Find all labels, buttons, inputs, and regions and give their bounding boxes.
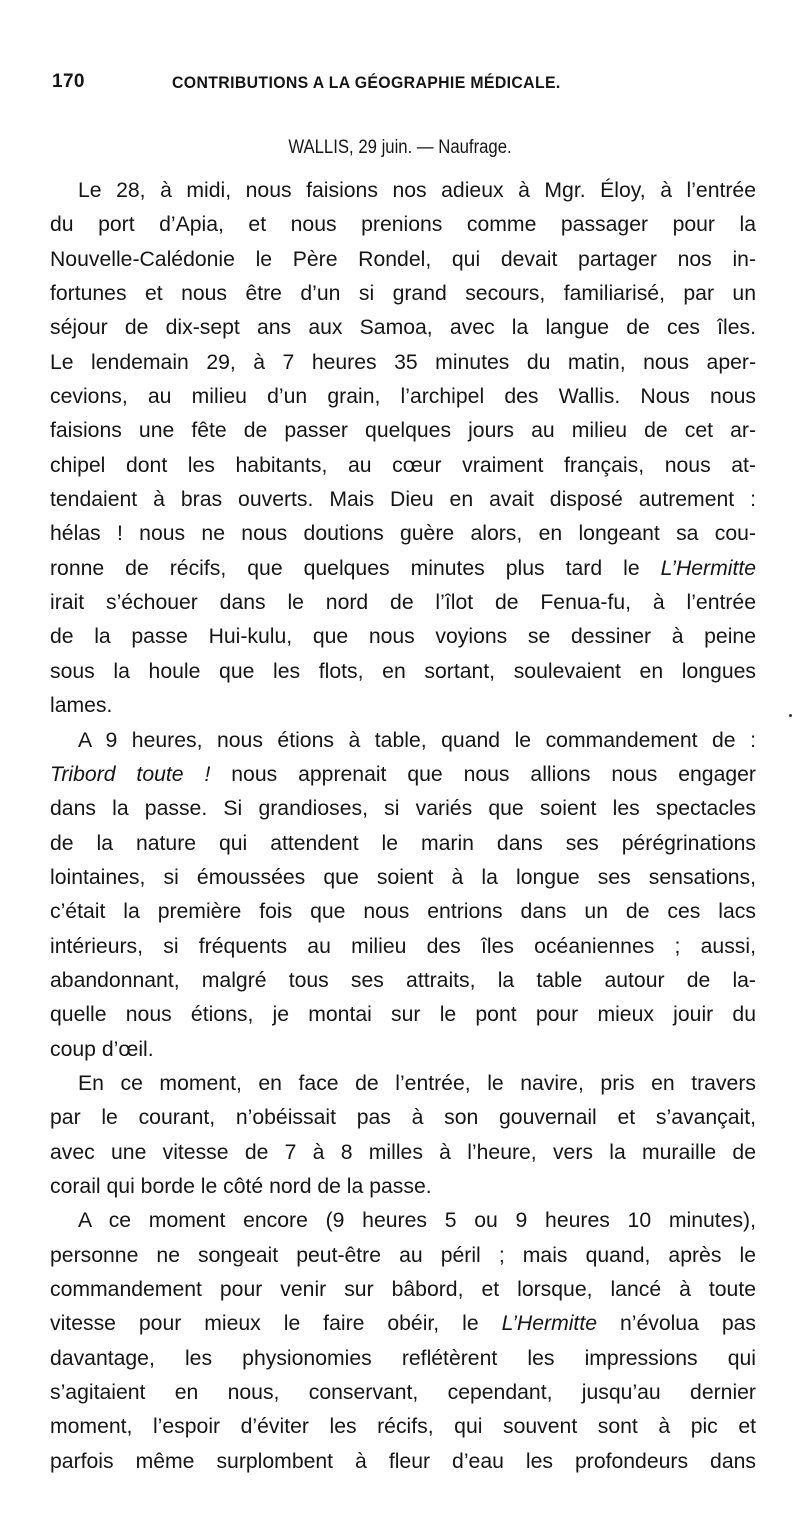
text-line: lointaines, si émoussées que soient à la longue ses sensations, xyxy=(50,865,756,889)
text-line: commandement pour venir sur bâbord, et lorsque, lancé à toute xyxy=(50,1278,756,1301)
text-line xyxy=(50,758,756,792)
text-line: intérieurs, si fréquents au milieu des îles océaniennes ; aussi, xyxy=(50,934,756,958)
text-line xyxy=(50,1307,756,1341)
text-line: A 9 heures, nous étions à table, quand le commandement de : xyxy=(78,728,756,752)
text-line xyxy=(50,552,756,586)
text-line: de la passe Hui-kulu, que nous voyions se dessiner à peine xyxy=(50,625,756,649)
text-line: séjour de dix-sept ans aux Samoa, avec la langue de ces îles. xyxy=(50,316,756,340)
ship-name: L’Hermitte xyxy=(660,556,756,580)
text-line: c’était la première fois que nous entrions dans un de ces lacs xyxy=(50,900,756,924)
text-line: dans la passe. Si grandioses, si variés que soient les spectacles xyxy=(50,797,756,821)
paragraph-3 xyxy=(50,1067,756,1204)
text-line: irait s’échouer dans le nord de l’îlot de Fenua-fu, à l’entrée xyxy=(50,591,756,615)
running-head xyxy=(52,71,757,105)
text-line: davantage, les physionomies reflétèrent les impressions qui xyxy=(50,1346,756,1370)
text-line: lames. xyxy=(50,694,113,718)
line-text: n’évolua pas xyxy=(619,1312,756,1336)
print-speck xyxy=(789,714,792,717)
command-text: Tribord toute ! xyxy=(50,762,211,786)
paragraph-2 xyxy=(50,724,756,1067)
text-line: Nouvelle-Calédonie le Père Rondel, qui devait partager nos in- xyxy=(50,247,756,271)
text-line: de la nature qui attendent le marin dans ses pérégrinations xyxy=(50,831,756,855)
text-line: avec une vitesse de 7 à 8 milles à l’heure, vers la muraille de xyxy=(50,1140,756,1164)
line-text: nous apprenait que nous allions nous engager xyxy=(231,762,756,786)
text-line: par le courant, n’obéissait pas à son gouvernail et s’avançait, xyxy=(50,1106,756,1130)
page-number: 170 xyxy=(52,71,85,92)
text-line: fortunes et nous être d’un si grand secours, familiarisé, par un xyxy=(50,282,756,306)
running-title: CONTRIBUTIONS A LA GÉOGRAPHIE MÉDICALE. xyxy=(172,73,561,92)
text-line xyxy=(50,1479,756,1513)
text-line: chipel dont les habitants, au cœur vraiment français, nous at- xyxy=(50,453,756,477)
text-line: tendaient à bras ouverts. Mais Dieu en avait disposé autrement : xyxy=(50,488,756,512)
paragraph-4 xyxy=(50,1204,756,1513)
text-line: Le 28, à midi, nous faisions nos adieux à Mgr. Éloy, à l’entrée xyxy=(78,179,756,202)
text-line: du port d’Apia, et nous prenions comme passager pour la xyxy=(50,213,756,237)
text-line: faisions une fête de passer quelques jours au milieu de cet ar- xyxy=(50,419,756,443)
line-text: ronne de récifs, que quelques minutes plus tard le xyxy=(50,556,640,580)
text-line: coup d’œil. xyxy=(50,1037,154,1061)
body-text xyxy=(50,174,756,1513)
text-line: quelle nous étions, je montai sur le pont pour mieux jouir du xyxy=(50,1003,756,1027)
text-line: s’agitaient en nous, conservant, cependant, jusqu’au dernier xyxy=(50,1381,756,1405)
text-line: hélas ! nous ne nous doutions guère alors, en longeant sa cou- xyxy=(50,522,756,546)
text-line: cevions, au milieu d’un grain, l’archipel des Wallis. Nous nous xyxy=(50,385,756,409)
line-text: vitesse pour mieux le faire obéir, le xyxy=(50,1312,479,1336)
ship-name: L’Hermitte xyxy=(501,1312,597,1336)
text-line: parfois même surplombent à fleur d’eau les profondeurs dans xyxy=(50,1449,756,1473)
text-line: sous la houle que les flots, en sortant, soulevaient en longues xyxy=(50,659,756,683)
text-line: Le lendemain 29, à 7 heures 35 minutes du matin, nous aper- xyxy=(50,350,756,374)
section-subheading: WALLIS, 29 juin. — Naufrage. xyxy=(288,137,512,158)
text-line: personne ne songeait peut-être au péril ; mais quand, après le xyxy=(50,1243,756,1267)
paragraph-1 xyxy=(50,174,756,724)
text-line: corail qui borde le côté nord de la passe. xyxy=(50,1174,432,1198)
text-line: En ce moment, en face de l’entrée, le navire, pris en travers xyxy=(78,1071,756,1095)
text-line: abandonnant, malgré tous ses attraits, la table autour de la- xyxy=(50,968,756,992)
text-line: moment, l’espoir d’éviter les récifs, qui souvent sont à pic et xyxy=(50,1415,756,1439)
text-line: A ce moment encore (9 heures 5 ou 9 heures 10 minutes), xyxy=(78,1209,756,1233)
